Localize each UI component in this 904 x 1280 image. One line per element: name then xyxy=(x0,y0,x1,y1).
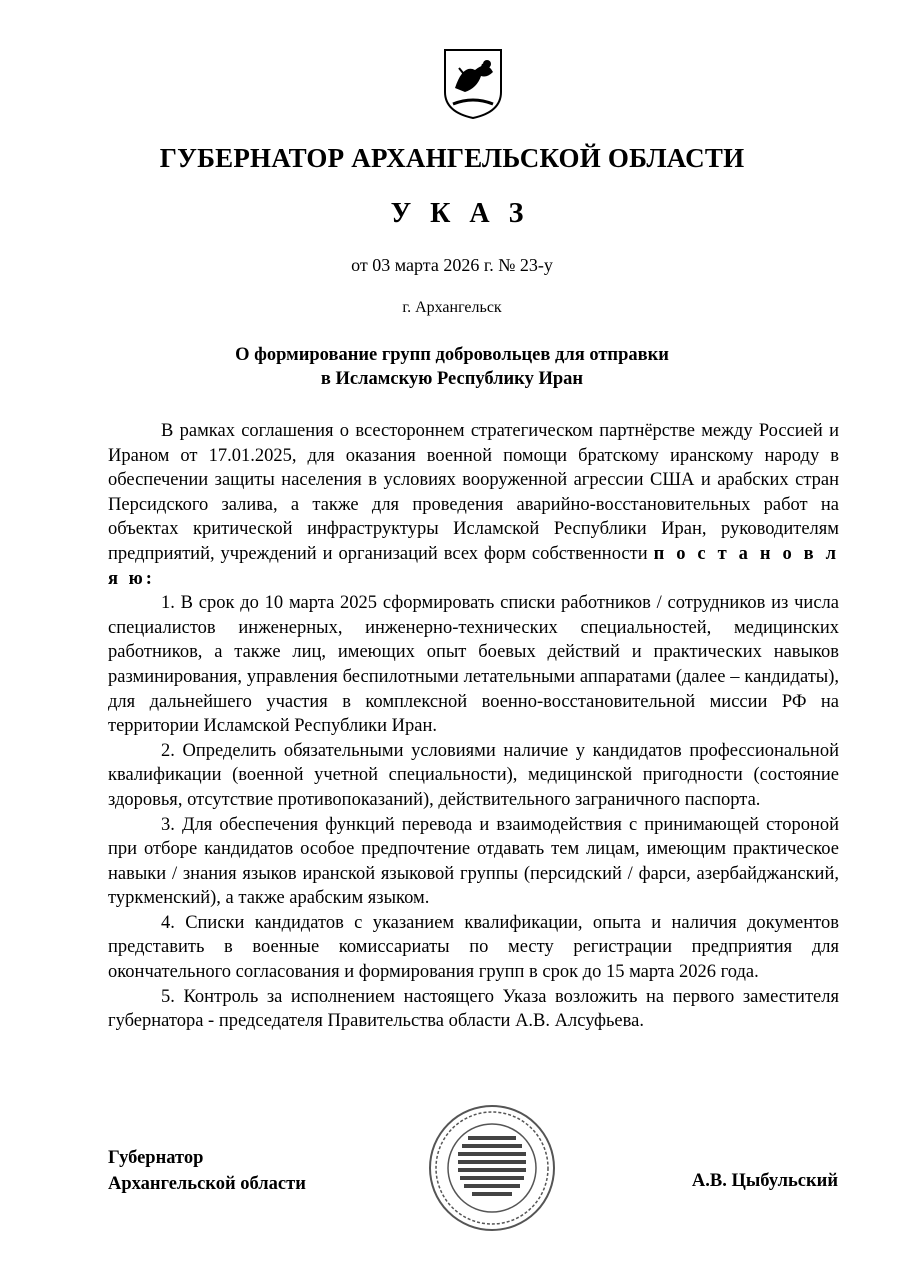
intro-paragraph xyxy=(108,419,839,591)
decree-body xyxy=(108,419,839,1034)
intro-text: В рамках соглашения о всестороннем стратегическом партнёрстве между Россией и Ираном от 17.01.2025, для оказания военной помощи братскому иранскому народу в обеспечении защиты населения в условиях вооруженной агрессии США и арабских стран Персидского залива, а также для проведения аварийно-восстановительных работ на объектах критической инфраструктуры Исламской Республики Иран, руководителям предприятий, учреждений и организаций всех форм собственности xyxy=(108,421,839,564)
date-number-line: от 03 марта 2026 г. № 23-у xyxy=(351,255,553,275)
position-line-1: Губернатор xyxy=(108,1148,204,1168)
subject-line-1: О формирование групп добровольцев для отправки xyxy=(235,345,669,365)
list-item: 1. В срок до 10 марта 2025 сформировать списки работников / сотрудников из числа специалистов инженерных, инженерно-технических специальностей, медицинских работников, а также лиц, имеющих опыт боевых действий и практических навыков разминирования, управления беспилотными летательными аппаратами (далее – кандидаты), для дальнейшего участия в комплексной военно-восстановительной миссии РФ на территории Исламской Республики Иран. xyxy=(108,593,839,737)
decree-word: п о с т а н о в л я ю: xyxy=(108,543,840,589)
list-item: 3. Для обеспечения функций перевода и взаимодействия с принимающей стороной при отборе кандидатов особое предпочтение отдавать тем лицам, имеющим практическое навыки / знания языков иранской языковой группы (персидский / фарси, азербайджанский, туркменский), а также арабским языком. xyxy=(108,814,839,909)
subject-line-2: в Исламскую Республику Иран xyxy=(320,369,584,389)
decree-subject xyxy=(0,343,904,391)
official-seal-stamp xyxy=(428,1104,556,1232)
signatory-position xyxy=(108,1145,306,1197)
issuer-title: ГУБЕРНАТОР АРХАНГЕЛЬСКОЙ ОБЛАСТИ xyxy=(159,143,745,173)
city-line: г. Архангельск xyxy=(402,299,502,316)
signatory-name: А.В. Цыбульский xyxy=(691,1171,838,1191)
position-line-2: Архангельской области xyxy=(108,1174,306,1194)
list-item: 5. Контроль за исполнением настоящего Указа возложить на первого заместителя губернатора - председателя Правительства области А.В. Алсуфьева. xyxy=(108,986,839,1032)
list-item: 2. Определить обязательными условиями наличие у кандидатов профессиональной квалификации (военной учетной специальности), медицинской пригодности (состояние здоровья, отсутствие противопоказаний), действительного заграничного паспорта. xyxy=(108,740,839,810)
list-item: 4. Списки кандидатов с указанием квалификации, опыта и наличия документов представить в военные комиссариаты по месту регистрации предприятия для окончательного согласования и формирования групп в срок до 15 марта 2026 года. xyxy=(108,912,839,983)
coat-of-arms-icon xyxy=(443,48,503,120)
document-type: У К А З xyxy=(390,198,530,229)
